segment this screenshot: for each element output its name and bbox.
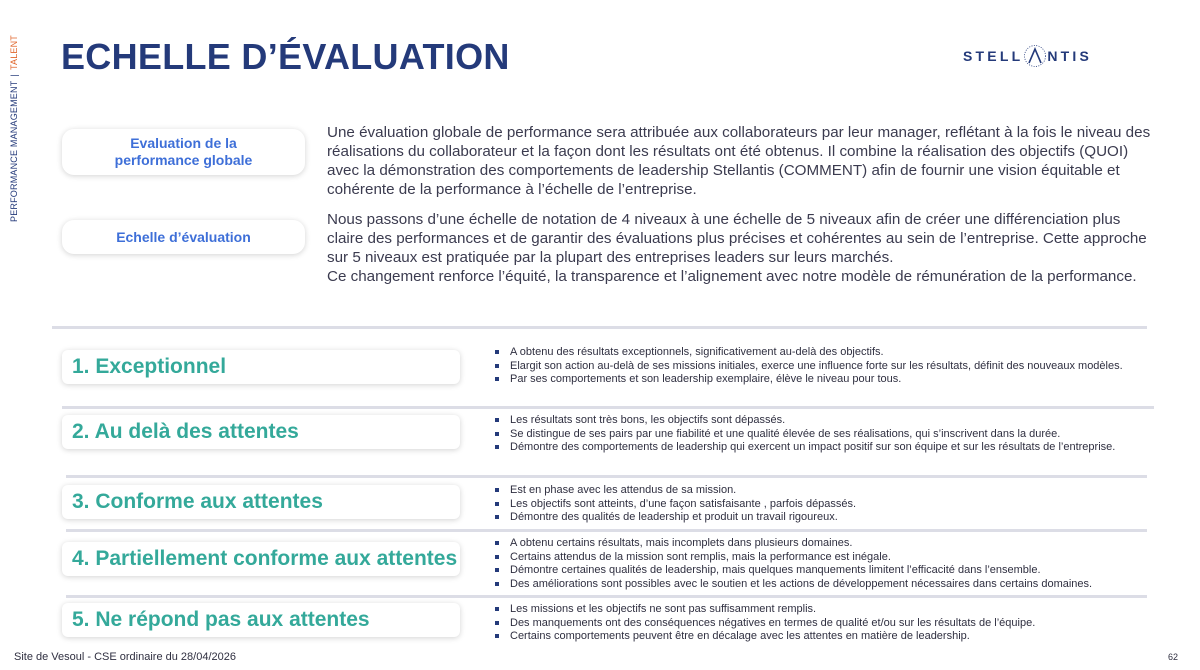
list-item: Les objectifs sont atteints, d’une façon satisfaisante , parfois dépassés.: [493, 498, 1183, 512]
side-label-separator: |: [9, 74, 19, 77]
intro-paragraph-global-performance: Une évaluation globale de performance sera attribuée aux collaborateurs par leur manager, reflétant à la fois le niveau des réalisations du collaborateur et la façon dont les résultats ont été obtenus. Il combine la réalisation des objectifs (QUOI) avec la démonstration des comportements de leadership Stellantis (COMMENT) afin de fournir une vision équitable et cohérente de la performance à l’échelle de l’entreprise.: [327, 124, 1151, 198]
list-item: Par ses comportements et son leadership exemplaire, élève le niveau pour tous.: [493, 373, 1183, 387]
list-item: A obtenu certains résultats, mais incomplets dans plusieurs domaines.: [493, 537, 1183, 551]
list-item: A obtenu des résultats exceptionnels, significativement au-delà des objectifs.: [493, 346, 1183, 360]
intro-paragraph-rating-scale: [327, 210, 1157, 286]
intro-label-text: Echelle d’évaluation: [116, 228, 251, 245]
list-item: Est en phase avec les attendus de sa mission.: [493, 484, 1183, 498]
divider: [62, 406, 1154, 409]
divider: [66, 529, 1147, 532]
level-4-bullets: [493, 537, 1183, 591]
intro-label-rating-scale: [62, 220, 305, 254]
rating-scale-text-2: Ce changement renforce l’équité, la transparence et l’alignement avec notre modèle de rémunération de la performance.: [327, 268, 1137, 285]
side-label: [9, 35, 19, 222]
stellantis-a-logo-icon: [1023, 44, 1047, 68]
list-item: Des améliorations sont possibles avec le soutien et les actions de développement nécessaires dans certains domaines.: [493, 578, 1183, 592]
level-3-label: 3. Conforme aux attentes: [62, 485, 460, 519]
list-item: Les résultats sont très bons, les objectifs sont dépassés.: [493, 414, 1183, 428]
page-number: 62: [1168, 652, 1179, 662]
page-title: ECHELLE D’ÉVALUATION: [61, 36, 510, 77]
list-item: Certains comportements peuvent être en décalage avec les attentes en matière de leadership.: [493, 630, 1183, 644]
level-5-bullets: [493, 603, 1183, 644]
logo-text-end: NTIS: [1047, 48, 1093, 64]
intro-label-text: Evaluation de la performance globale: [114, 135, 253, 168]
list-item: Des manquements ont des conséquences négatives en termes de qualité et/ou sur les résultats de l’équipe.: [493, 617, 1183, 631]
level-1-bullets: [493, 346, 1183, 387]
list-item: Les missions et les objectifs ne sont pas suffisamment remplis.: [493, 603, 1183, 617]
intro-label-global-performance: [62, 129, 305, 175]
divider: [66, 475, 1147, 478]
level-5-label: 5. Ne répond pas aux attentes: [62, 603, 460, 637]
list-item: Démontre des comportements de leadership qui exercent un impact positif sur son équipe et sur les résultats de l’entreprise.: [493, 441, 1183, 455]
rating-scale-text: Nous passons d’une échelle de notation de 4 niveaux à une échelle de 5 niveaux afin de créer une différenciation plus claire des performances et de garantir des évaluations plus précises et cohérentes au sein de l’entreprise. Cette approche sur 5 niveaux est pratiquée par la plupart des entreprises leaders sur leurs marchés.: [327, 211, 1147, 266]
level-2-label: 2. Au delà des attentes: [62, 415, 460, 449]
list-item: Elargit son action au-delà de ses missions initiales, exerce une influence forte sur les résultats, définit des nouveaux modèles.: [493, 360, 1183, 374]
divider: [52, 326, 1147, 329]
side-label-section: PERFORMANCE MANAGEMENT: [9, 80, 19, 222]
list-item: Se distingue de ses pairs par une fiabilité et une qualité élevée de ses réalisations, qui s’inscrivent dans la durée.: [493, 428, 1183, 442]
list-item: Démontre certaines qualités de leadership, mais quelques manquements limitent l’efficacité dans l’ensemble.: [493, 564, 1183, 578]
level-1-label: 1. Exceptionnel: [62, 350, 460, 384]
logo-text-start: STELL: [963, 48, 1024, 64]
list-item: Certains attendus de la mission sont remplis, mais la performance est inégale.: [493, 551, 1183, 565]
divider: [66, 595, 1147, 598]
level-2-bullets: [493, 414, 1183, 455]
stellantis-logo: [963, 44, 1092, 68]
footer-text: Site de Vesoul - CSE ordinaire du 28/04/2026: [14, 651, 236, 663]
level-4-label: 4. Partiellement conforme aux attentes: [62, 542, 460, 576]
side-label-topic: TALENT: [9, 34, 19, 71]
level-3-bullets: [493, 484, 1183, 525]
list-item: Démontre des qualités de leadership et produit un travail rigoureux.: [493, 511, 1183, 525]
